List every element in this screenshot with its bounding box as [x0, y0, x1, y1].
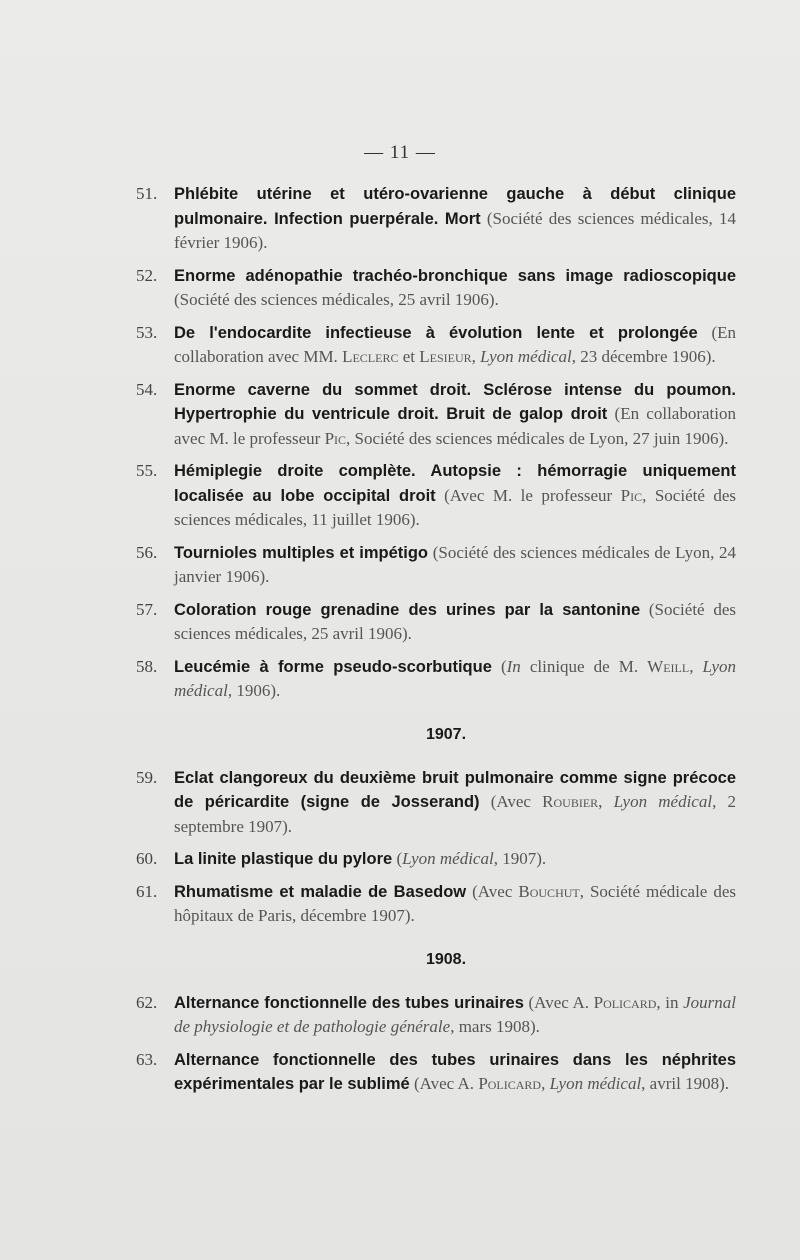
reference-text: (Avec M. le professeur: [444, 485, 621, 505]
publication-entry: [136, 655, 736, 704]
reference-text: (: [396, 849, 403, 868]
entry-title: De l'endocardite infectieuse à évolution lente et prolongée: [174, 323, 698, 342]
reference-text: (Société des sciences médicales de Lyon, 24 janvier 1906).: [174, 542, 736, 586]
publication-entry: [136, 321, 736, 370]
entry-title: Coloration rouge grenadine des urines par la santonine: [174, 600, 641, 619]
entry-reference: [396, 849, 546, 868]
entry-number: 54.: [136, 379, 158, 399]
entry-title: La linite plastique du pylore: [174, 850, 393, 868]
entry-number: 56.: [136, 542, 158, 562]
entry-reference: [174, 290, 499, 309]
page-number: — 11 —: [364, 142, 436, 163]
reference-italic: In: [506, 656, 521, 676]
entry-text: [174, 182, 736, 256]
reference-text: (En collaboration avec MM.: [174, 322, 736, 366]
publication-entry: [136, 378, 736, 452]
reference-text: , 23 décembre 1906).: [571, 347, 716, 366]
reference-text: , mars 1908).: [450, 1017, 540, 1036]
entry-title: Leucémie à forme pseudo-scorbutique: [174, 657, 492, 676]
reference-author: Leclerc: [342, 347, 399, 366]
year-heading: 1908.: [425, 950, 467, 968]
entry-title: Alternance fonctionnelle des tubes urinaires: [174, 993, 524, 1012]
reference-text: , 1907).: [493, 849, 547, 868]
publication-entry: [136, 766, 736, 840]
entry-number: 60.: [136, 849, 158, 868]
reference-text: (Société des sciences médicales, 25 avril 1906).: [174, 290, 499, 309]
entry-text: [174, 541, 736, 590]
publication-entry: [136, 847, 736, 872]
reference-text: , 1906).: [227, 681, 281, 700]
reference-text: , avril 1908).: [641, 1074, 729, 1093]
reference-text: (Avec: [472, 881, 519, 901]
publication-entry: [136, 459, 736, 533]
reference-text: ,: [541, 1074, 550, 1093]
reference-italic: Lyon médical: [613, 792, 713, 811]
entry-number: 57.: [136, 599, 158, 619]
reference-italic: Journal de physiologie et de pathologie générale: [174, 992, 737, 1036]
entry-number: 59.: [136, 767, 158, 787]
reference-text: , 2 septembre 1907).: [174, 792, 736, 836]
entry-number: 61.: [136, 881, 158, 901]
reference-text: (Société des sciences médicales, 25 avril 1906).: [174, 599, 737, 643]
reference-author: Policard: [593, 992, 657, 1012]
entry-text: [174, 459, 736, 533]
entry-text: [174, 321, 736, 370]
reference-author: Pic: [620, 485, 643, 505]
publication-entry: [136, 541, 736, 590]
publication-entry: [136, 598, 736, 647]
reference-italic: Lyon médical: [402, 849, 494, 868]
reference-italic: Lyon médical: [174, 656, 737, 700]
publication-entry: [136, 264, 736, 313]
entry-title: Enorme caverne du sommet droit. Sclérose intense du poumon. Hypertrophie du ventricule droit. Bruit de galop droit: [174, 380, 736, 423]
entry-number: 51.: [136, 184, 158, 203]
entry-title: Enorme adénopathie trachéo-bronchique sans image radioscopique: [174, 266, 736, 285]
reference-text: (Avec A.: [528, 992, 594, 1012]
entry-number: 58.: [136, 656, 158, 676]
entry-text: [174, 1048, 736, 1097]
entry-number: 55.: [136, 461, 158, 480]
reference-author: Lesieur: [419, 347, 472, 366]
entry-text: [174, 991, 736, 1040]
entry-text: [174, 264, 736, 313]
reference-author: Roubier: [542, 792, 599, 811]
entry-number: 53.: [136, 322, 158, 342]
entry-title: Tournioles multiples et impétigo: [174, 543, 429, 562]
reference-text: ,: [598, 792, 614, 811]
reference-author: Pic: [324, 428, 347, 448]
publication-list: [136, 182, 736, 1105]
publication-entry: [136, 991, 736, 1040]
reference-text: (Avec: [490, 792, 543, 811]
year-heading: 1907.: [425, 725, 467, 743]
reference-text: (Avec A.: [413, 1074, 479, 1093]
entry-text: [174, 598, 736, 647]
reference-text: et: [398, 347, 420, 366]
reference-text: (En collaboration avec M. le professeur: [174, 404, 736, 448]
reference-text: , Société médicale des hôpitaux de Paris, décembre 1907).: [174, 881, 736, 925]
entry-title: Alternance fonctionnelle des tubes urinaires dans les néphrites expérimentales par le sublimé: [174, 1050, 736, 1093]
reference-text: ,: [471, 347, 481, 366]
publication-entry: [136, 182, 736, 256]
entry-title: Phlébite utérine et utéro-ovarienne gauche à début clinique pulmonaire. Infection puerpérale. Mort: [174, 185, 736, 228]
entry-reference: [414, 1074, 729, 1093]
entry-number: 52.: [136, 265, 158, 285]
entry-text: [174, 378, 736, 452]
reference-text: , Société des sciences médicales de Lyon, 27 juin 1906).: [346, 428, 729, 448]
reference-author: Bouchut: [518, 881, 580, 901]
reference-author: Policard: [478, 1074, 542, 1093]
reference-author: Weill: [647, 656, 690, 676]
reference-text: (: [500, 656, 507, 676]
entry-number: 63.: [136, 1049, 158, 1069]
entry-text: [174, 847, 736, 872]
entry-number: 62.: [136, 992, 158, 1012]
reference-text: clinique de M.: [520, 656, 648, 676]
reference-text: , Société des sciences médicales, 11 juillet 1906).: [174, 485, 737, 529]
entry-title: Eclat clangoreux du deuxième bruit pulmonaire comme signe précoce de péricardite (signe de Josserand): [174, 768, 736, 811]
publication-entry: [136, 880, 736, 929]
entry-text: [174, 766, 736, 840]
entry-title: Rhumatisme et maladie de Basedow: [174, 882, 467, 901]
reference-italic: Lyon médical: [549, 1074, 642, 1093]
entry-title: Hémiplegie droite complète. Autopsie : hémorragie uniquement localisée au lobe occipital droit: [174, 462, 736, 505]
entry-text: [174, 655, 736, 704]
reference-text: ,: [689, 656, 703, 676]
reference-italic: Lyon médical: [480, 347, 572, 366]
publication-entry: [136, 1048, 736, 1097]
reference-text: (Société des sciences médicales, 14 février 1906).: [174, 208, 736, 252]
entry-text: [174, 880, 736, 929]
reference-text: , in: [656, 992, 684, 1012]
